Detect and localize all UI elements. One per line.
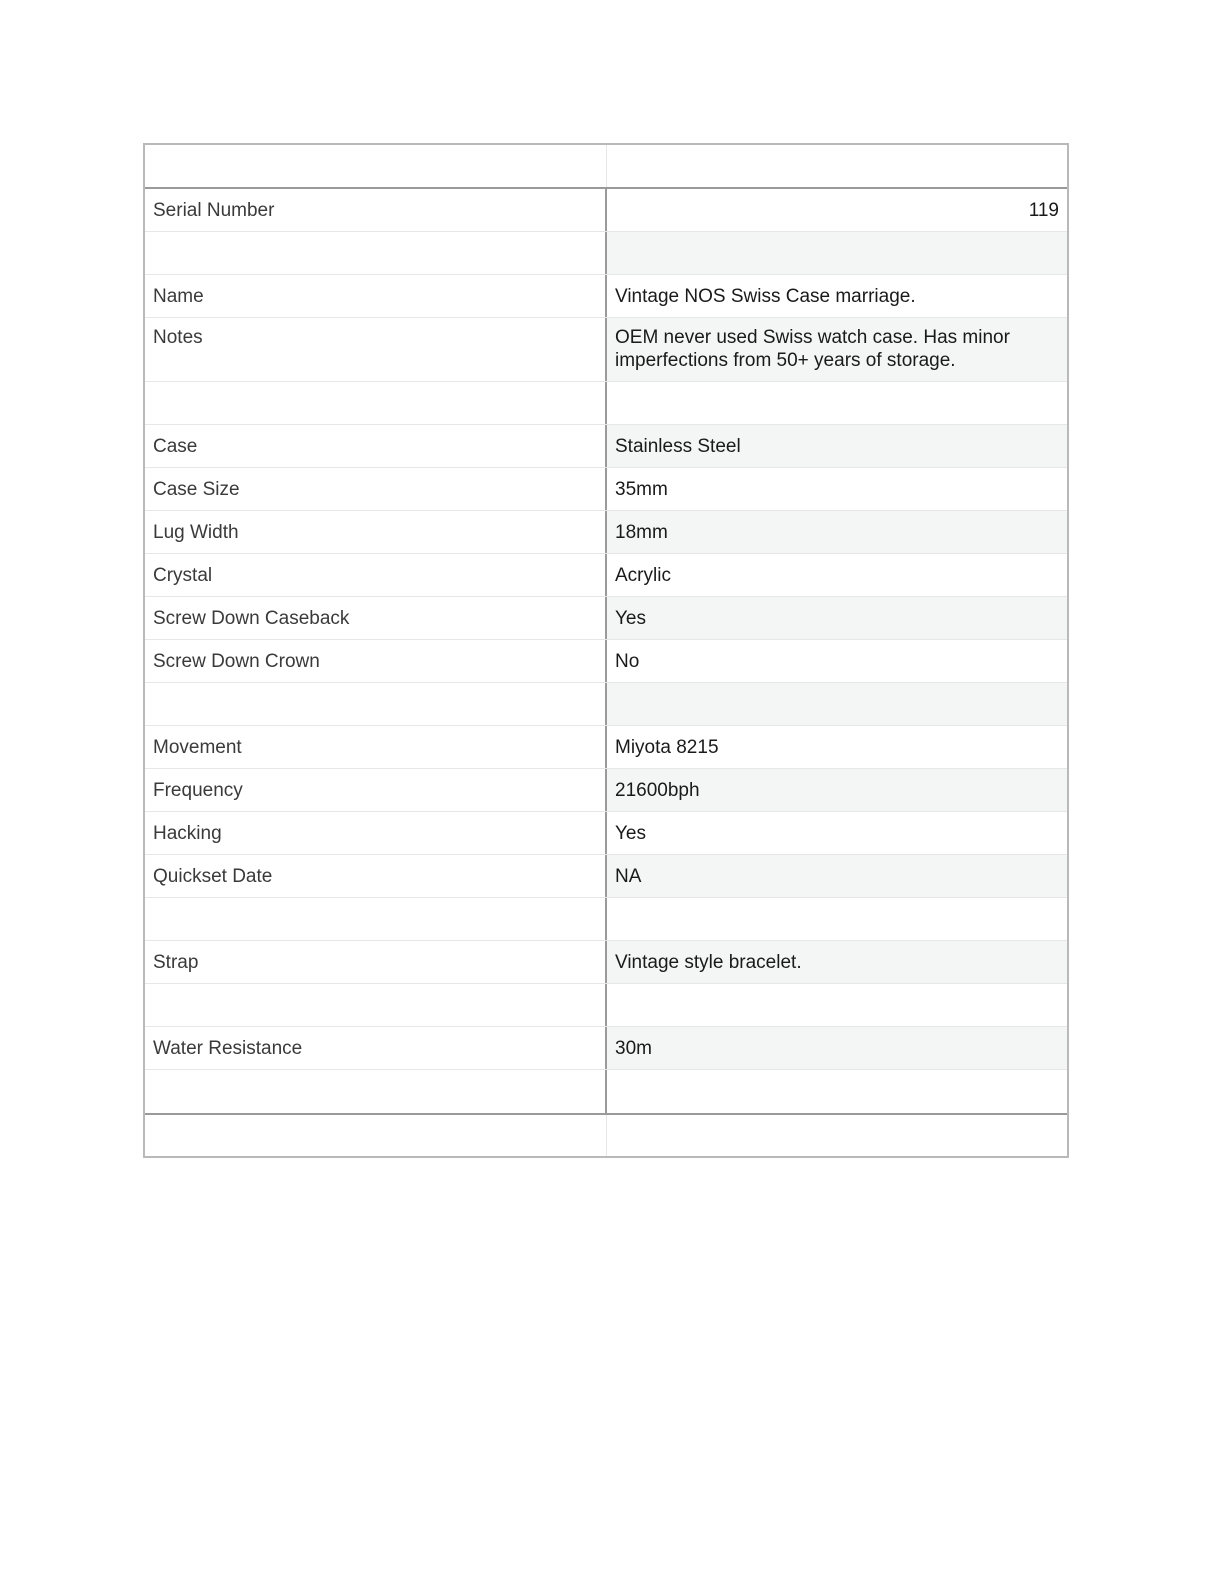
row-value: 35mm (615, 478, 668, 500)
row-label: Strap (145, 941, 607, 983)
row-label (145, 382, 607, 424)
table-row-spacer (145, 984, 1067, 1027)
row-value: No (615, 650, 640, 672)
row-value: 30m (607, 1027, 1067, 1069)
table-row-strap (145, 941, 1067, 984)
row-label: Crystal (145, 554, 607, 596)
footer-cell-value (607, 1115, 1067, 1156)
row-label: Quickset Date (145, 855, 607, 897)
row-value: Yes (607, 597, 1067, 639)
row-label (145, 898, 607, 940)
row-label: Case (145, 425, 607, 467)
table-footer-row (145, 1113, 1067, 1156)
table-row-spacer (145, 382, 1067, 425)
row-label: Screw Down Crown (145, 640, 607, 682)
row-value (607, 898, 1067, 940)
table-row-screw-down-caseback (145, 597, 1067, 640)
row-value: Miyota 8215 (615, 736, 719, 758)
row-label (145, 232, 607, 274)
row-label: Lug Width (145, 511, 607, 553)
row-label: Hacking (145, 812, 607, 854)
header-cell-label (145, 145, 607, 187)
table-row-spacer (145, 1070, 1067, 1113)
row-label: Serial Number (145, 189, 607, 231)
table-row-screw-down-crown (145, 640, 1067, 683)
row-value: 18mm (607, 511, 1067, 553)
row-value: NA (607, 855, 1067, 897)
row-value: Vintage NOS Swiss Case marriage. (615, 285, 916, 307)
row-value: Acrylic (615, 564, 671, 586)
table-row-quickset-date (145, 855, 1067, 898)
row-value (607, 984, 1067, 1026)
table-row-case-size (145, 468, 1067, 511)
row-value: Stainless Steel (607, 425, 1067, 467)
row-label: Notes (145, 318, 607, 381)
table-row-name (145, 275, 1067, 318)
row-value (607, 382, 1067, 424)
table-row-notes (145, 318, 1067, 382)
table-row-spacer (145, 898, 1067, 941)
row-label: Frequency (145, 769, 607, 811)
row-value (607, 683, 1067, 725)
header-cell-value (607, 145, 1067, 187)
row-value: Yes (615, 822, 646, 844)
table-row-spacer (145, 232, 1067, 275)
row-label (145, 683, 607, 725)
table-row-serial-number (145, 189, 1067, 232)
footer-cell-label (145, 1115, 607, 1156)
row-label: Screw Down Caseback (145, 597, 607, 639)
table-row-movement (145, 726, 1067, 769)
row-value: Vintage style bracelet. (607, 941, 1067, 983)
row-value: OEM never used Swiss watch case. Has minor imperfections from 50+ years of storage. (607, 318, 1067, 381)
row-value (607, 232, 1067, 274)
row-label: Movement (145, 726, 607, 768)
row-value: 119 (1028, 199, 1059, 221)
table-row-spacer (145, 683, 1067, 726)
table-row-case (145, 425, 1067, 468)
row-value: 21600bph (607, 769, 1067, 811)
table-row-hacking (145, 812, 1067, 855)
row-label: Name (145, 275, 607, 317)
row-label: Case Size (145, 468, 607, 510)
table-row-frequency (145, 769, 1067, 812)
table-row-crystal (145, 554, 1067, 597)
row-label: Water Resistance (145, 1027, 607, 1069)
watch-spec-table (143, 143, 1069, 1158)
row-label (145, 1070, 607, 1113)
table-header-row (145, 145, 1067, 189)
row-value (607, 1070, 1067, 1113)
row-label (145, 984, 607, 1026)
table-row-water-resistance (145, 1027, 1067, 1070)
table-row-lug-width (145, 511, 1067, 554)
